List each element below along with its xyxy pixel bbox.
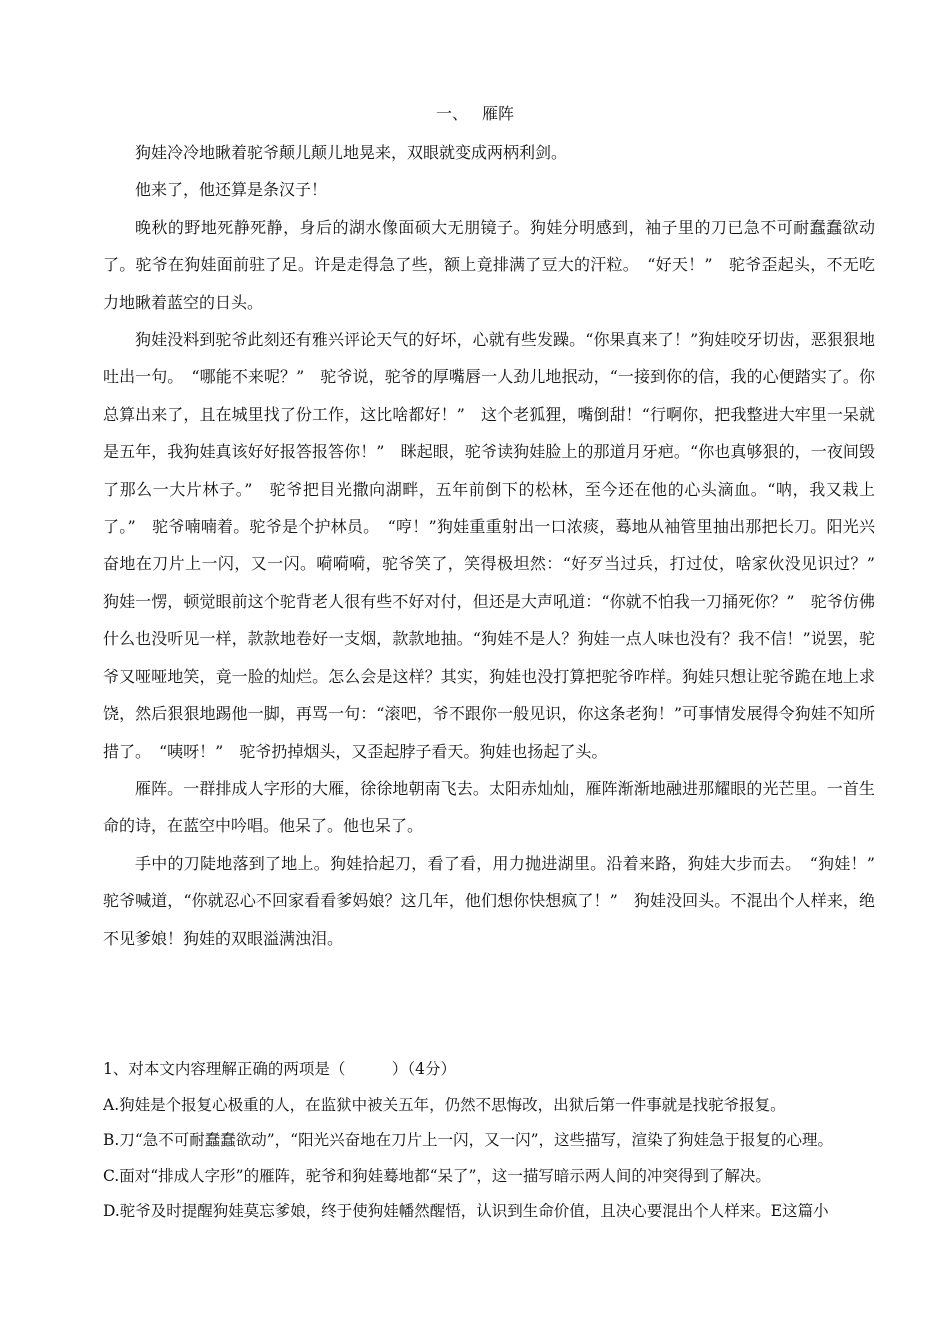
story-paragraph: 晚秋的野地死静死静，身后的湖水像面硕大无朋镜子。狗娃分明感到，袖子里的刀已急不可耐蠢蠢欲动了。驼爷在狗娃面前驻了足。许是走得急了些，额上竟排满了豆大的汗粒。 “好天！” 驼爷歪起头，不无吃力地瞅着蓝空的日头。 — [103, 217, 875, 312]
story-paragraph: 手中的刀陡地落到了地上。狗娃拾起刀，看了看，用力抛进湖里。沿着来路，狗娃大步而去。 “狗娃！” 驼爷喊道，“你就忍心不回家看看爹妈娘？这几年，他们想你快想疯了！” 狗娃没回头。不混出个人样来，绝不见爹娘！狗娃的双眼溢满浊泪。 — [103, 853, 892, 948]
story-paragraph: 他来了，他还算是条汉子！ — [135, 180, 328, 200]
story-paragraph: 雁阵。一群排成人字形的大雁，徐徐地朝南飞去。太阳赤灿灿，雁阵渐渐地融进那耀眼的光芒里。一首生命的诗，在蓝空中吟唱。他呆了。他也呆了。 — [103, 778, 875, 836]
question-option-c: C.面对“排成人字形”的雁阵，驼爷和狗娃蓦地都“呆了”，这一描写暗示两人间的冲突得到了解决。 — [103, 1166, 771, 1185]
question-option-d: D.驼爷及时提醒狗娃莫忘爹娘，终于使狗娃幡然醒悟，认识到生命价值，且决心要混出个人样来。E这篇小 — [103, 1202, 829, 1220]
story-body — [103, 134, 892, 957]
section-title — [0, 100, 950, 128]
section-title-text: 雁阵 — [482, 104, 515, 123]
section-number: 一、 — [435, 104, 468, 123]
question-stem: 1、对本文内容理解正确的两项是（ ）（4分） — [103, 1060, 456, 1078]
story-paragraph: 狗娃没料到驼爷此刻还有雅兴评论天气的好坏，心就有些发躁。“你果真来了！”狗娃咬牙切齿，恶狠狠地吐出一句。 “哪能不来呢？” 驼爷说，驼爷的厚嘴唇一人劲儿地抿动，“一接到你的信，我的心便踏实了。你总算出来了，且在城里找了份工作，这比啥都好！” 这个老狐狸，嘴倒甜！“行啊你，把我整进大牢里一呆就是五年，我狗娃真该好好报答报答你！” 眯起眼，驼爷读狗娃脸上的那道月牙疤。“你也真够狠的，一夜间毁了那么一大片林子。” 驼爷把目光撒向湖畔，五年前倒下的松林，至今还在他的心头滴血。“呐，我又栽上了。” 驼爷喃喃着。驼爷是个护林员。 “哼！”狗娃重重射出一口浓痰，蓦地从袖管里抽出那把长刀。阳光兴奋地在刀片上一闪，又一闪。嗬嗬嗬，驼爷笑了，笑得极坦然：“好歹当过兵，打过仗，啥家伙没见识过？” 狗娃一愣，顿觉眼前这个驼背老人很有些不好对付，但还是大声吼道：“你就不怕我一刀捅死你？” 驼爷仿佛什么也没听见一样，款款地卷好一支烟，款款地抽。“狗娃不是人？狗娃一点人味也没有？我不信！”说罢，驼爷又哑哑地笑，竟一脸的灿烂。怎么会是这样？其实，狗娃也没打算把驼爷咋样。狗娃只想让驼爷跪在地上求饶，然后狠狠地踢他一脚，再骂一句：“滚吧，爷不跟你一般见识，你这条老狗！”可事情发展得令狗娃不知所措了。 “咦呀！” 驼爷扔掉烟头，又歪起脖子看天。狗娃也扬起了头。 — [103, 330, 892, 761]
question-block — [103, 1052, 875, 1230]
story-paragraph: 狗娃冷冷地瞅着驼爷颠儿颠儿地晃来，双眼就变成两柄利剑。 — [135, 143, 568, 162]
question-option-b: B.刀“急不可耐蠢蠢欲动”，“阳光兴奋地在刀片上一闪，又一闪”，这些描写，渲染了狗娃急于报复的心理。 — [103, 1131, 834, 1149]
question-option-a: A.狗娃是个报复心极重的人，在监狱中被关五年，仍然不思悔改，出狱后第一件事就是找驼爷报复。 — [103, 1095, 786, 1114]
